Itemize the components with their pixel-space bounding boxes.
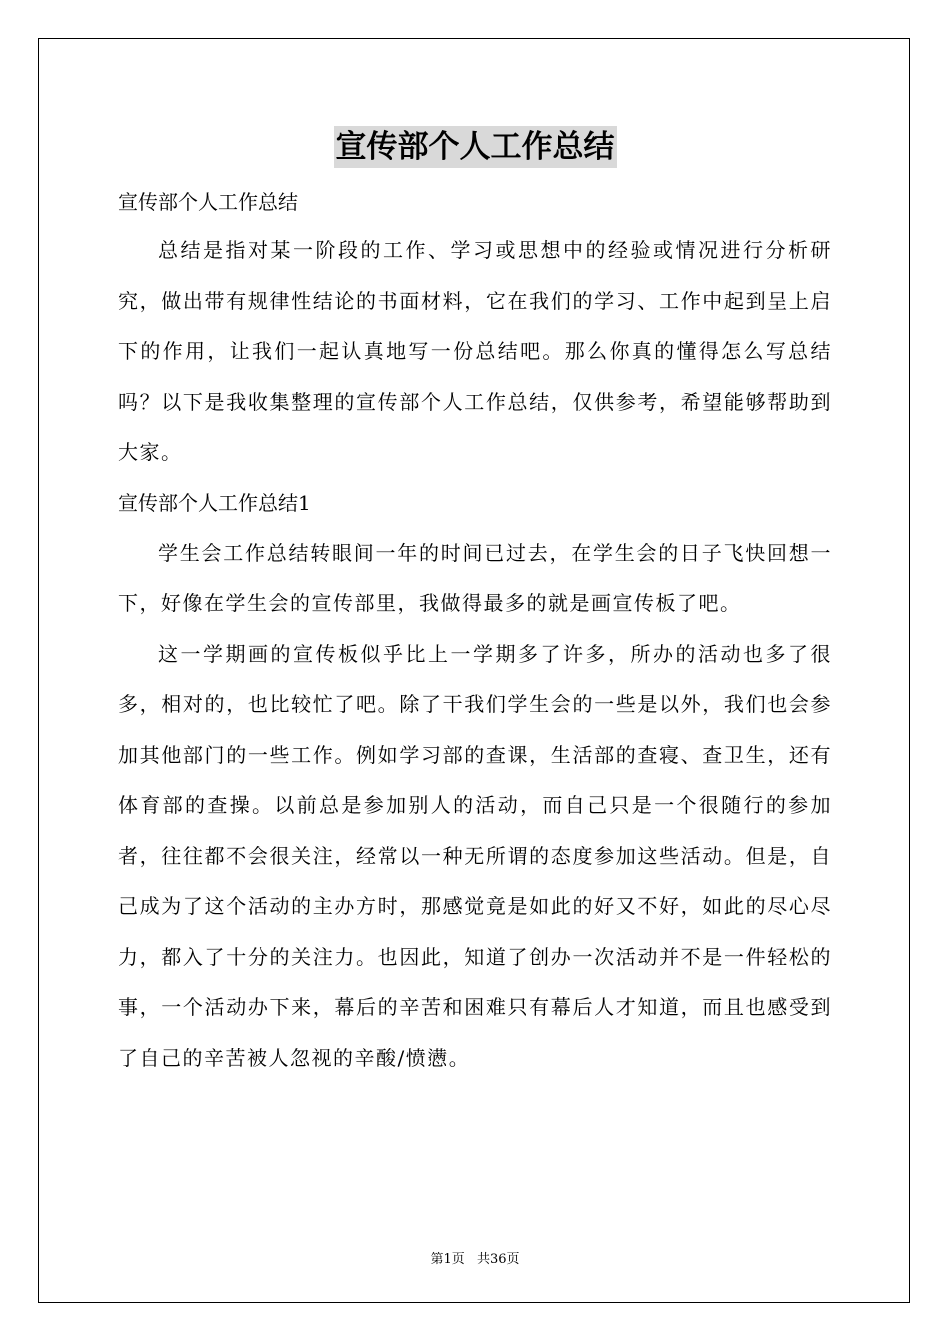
document-title: 宣传部个人工作总结 xyxy=(334,126,617,168)
document-subtitle: 宣传部个人工作总结 xyxy=(118,190,298,214)
document-body xyxy=(118,126,832,1083)
page-footer xyxy=(0,1248,950,1267)
total-pages: 共36页 xyxy=(476,1252,520,1267)
section-heading-1: 宣传部个人工作总结1 xyxy=(118,490,311,515)
intro-paragraph: 总结是指对某一阶段的工作、学习或思想中的经验或情况进行分析研究，做出带有规律性结论的书面材料，它在我们的学习、工作中起到呈上启下的作用，让我们一起认真地写一份总结吧。那么你真的懂得怎么写总结吗？以下是我收集整理的宣传部个人工作总结，仅供参考，希望能够帮助到大家。 xyxy=(118,238,832,464)
section1-paragraph-2: 这一学期画的宣传板似乎比上一学期多了许多，所办的活动也多了很多，相对的，也比较忙了吧。除了干我们学生会的一些是以外，我们也会参加其他部门的一些工作。例如学习部的查课，生活部的查寝、查卫生，还有体育部的查操。以前总是参加别人的活动，而自己只是一个很随行的参加者，往往都不会很关注，经常以一种无所谓的态度参加这些活动。但是，自己成为了这个活动的主办方时，那感觉竟是如此的好又不好，如此的尽心尽力，都入了十分的关注力。也因此，知道了创办一次活动并不是一件轻松的事，一个活动办下来，幕后的辛苦和困难只有幕后人才知道，而且也感受到了自己的辛苦被人忽视的辛酸/愤懑。 xyxy=(118,641,832,1070)
title-container xyxy=(118,126,832,178)
page-number: 第1页 xyxy=(430,1252,465,1267)
section1-paragraph-1: 学生会工作总结转眼间一年的时间已过去，在学生会的日子飞快回想一下，好像在学生会的宣传部里，我做得最多的就是画宣传板了吧。 xyxy=(118,540,832,615)
